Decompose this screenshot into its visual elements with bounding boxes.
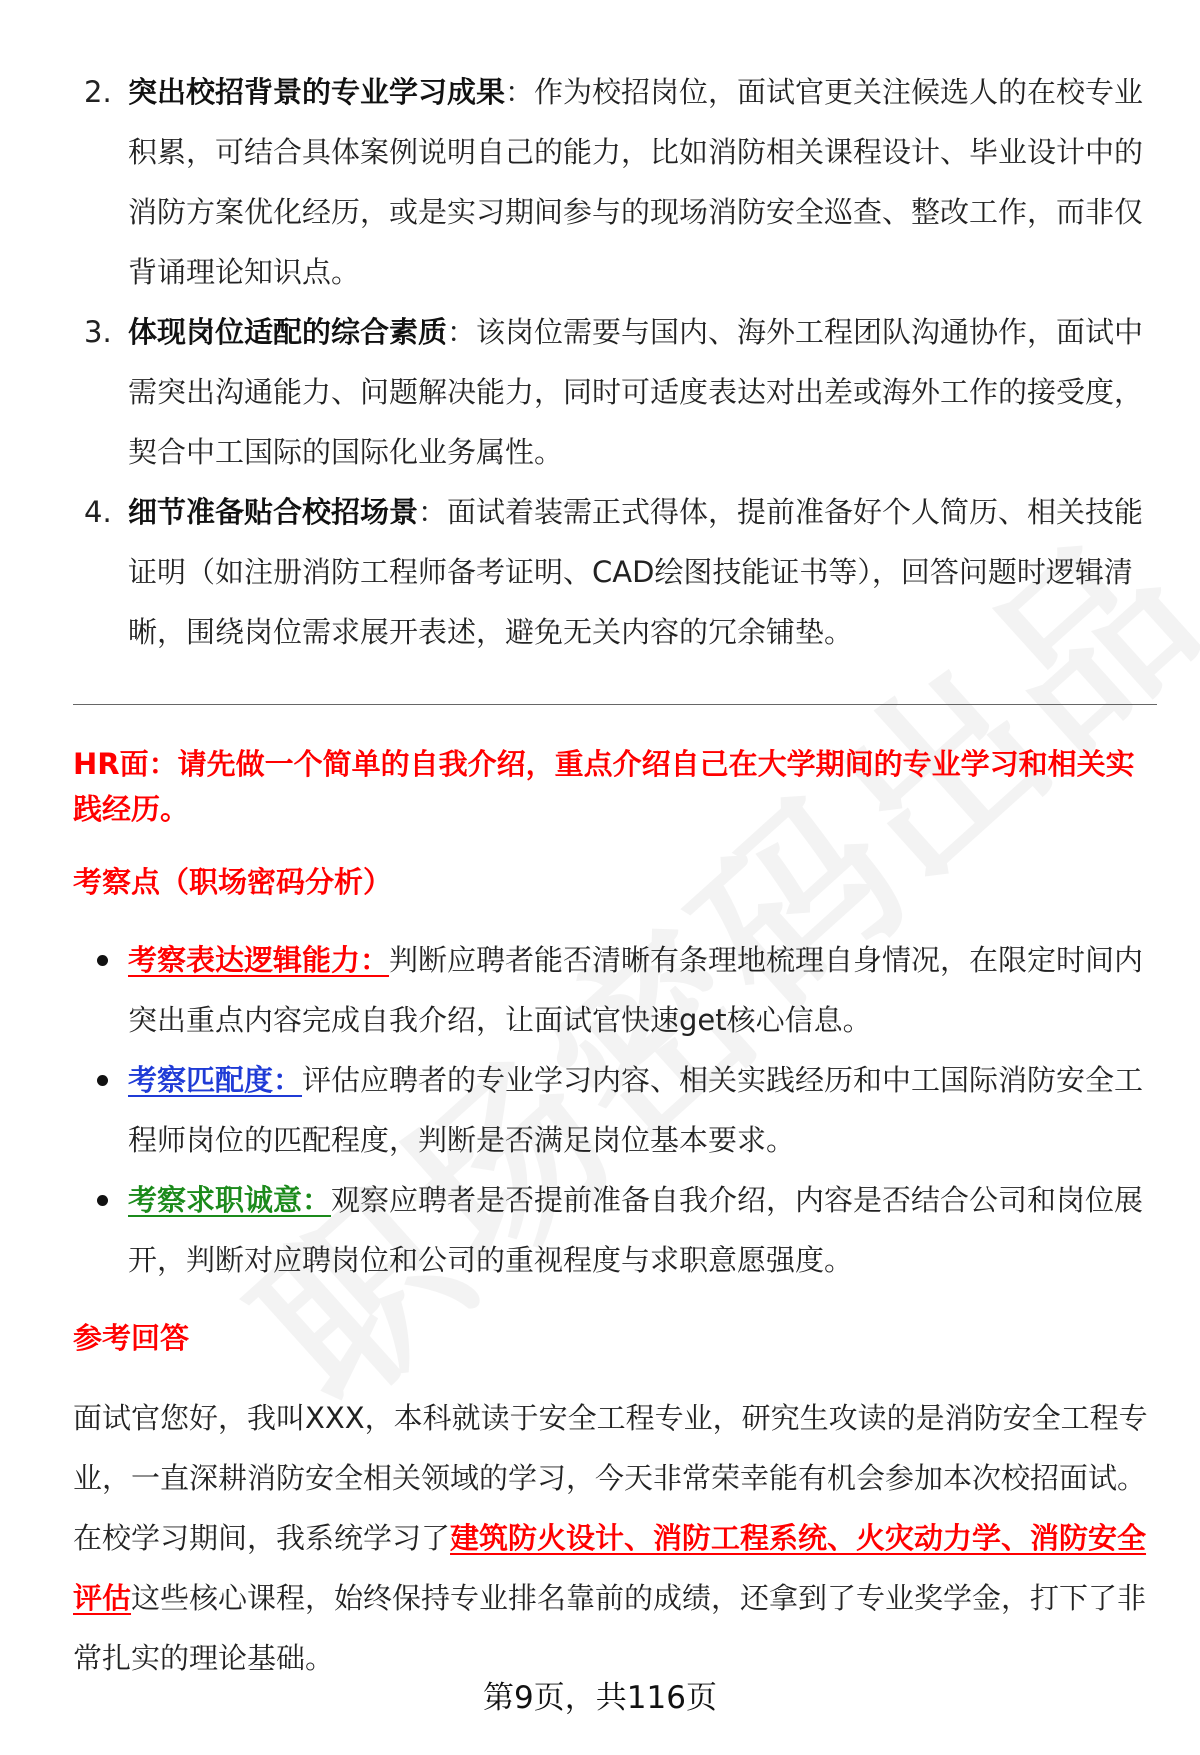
tip-separator: ：	[447, 315, 477, 349]
tip-text: 面试着装需正式得体，提前准备好个人简历、相关技能证明（如注册消防工程师备考证明、CAD绘图技能证书等），回答问题时逻辑清晰，围绕岗位需求展开表述，避免无关内容的冗余铺垫。	[128, 495, 1144, 649]
list-number: 2.	[84, 75, 112, 109]
points-heading: 考察点（职场密码分析）	[73, 865, 393, 899]
point-text: 评估应聘者的专业学习内容、相关实践经历和中工国际消防安全工程师岗位的匹配程度，判断是否满足岗位基本要求。	[128, 1063, 1144, 1157]
list-number: 3.	[84, 315, 112, 349]
reference-answer	[73, 1388, 1153, 1688]
bullet-icon	[97, 1195, 108, 1206]
answer-text: 这些核心课程，始终保持专业排名靠前的成绩，还拿到了专业奖学金，打下了非常扎实的理论基础。	[73, 1581, 1147, 1675]
answer-highlight: 建筑防火设计、消防工程系统、火灾动力学、消防安全评估	[73, 1521, 1147, 1615]
page-number: 第9页，共116页	[483, 1680, 717, 1716]
tip-text: 作为校招岗位，面试官更关注候选人的在校专业积累，可结合具体案例说明自己的能力，比如消防相关课程设计、毕业设计中的消防方案优化经历，或是实习期间参与的现场消防安全巡查、整改工作，而非仅背诵理论知识点。	[128, 75, 1144, 289]
section-divider	[73, 704, 1157, 705]
list-item	[0, 930, 1200, 1050]
tip-title: 突出校招背景的专业学习成果	[128, 75, 506, 109]
list-number: 4.	[84, 495, 112, 529]
tip-separator: ：	[418, 495, 448, 529]
answer-text: 面试官您好，我叫XXX，本科就读于安全工程专业，研究生攻读的是消防安全工程专业，一直深耕消防安全相关领域的学习，今天非常荣幸能有机会参加本次校招面试。在校学习期间，我系统学习了	[73, 1401, 1148, 1555]
list-item	[0, 482, 1200, 662]
assessment-points-list	[0, 930, 1200, 1290]
list-item	[0, 62, 1200, 302]
point-label: 考察求职诚意：	[128, 1183, 332, 1217]
tip-title: 细节准备贴合校招场景	[128, 495, 419, 529]
list-item	[0, 1170, 1200, 1290]
bullet-icon	[97, 955, 108, 966]
hr-question: HR面：请先做一个简单的自我介绍，重点介绍自己在大学期间的专业学习和相关实践经历。	[73, 747, 1135, 826]
list-item	[0, 1050, 1200, 1170]
point-text: 判断应聘者能否清晰有条理地梳理自身情况，在限定时间内突出重点内容完成自我介绍，让面试官快速get核心信息。	[128, 943, 1144, 1037]
point-text: 观察应聘者是否提前准备自我介绍，内容是否结合公司和岗位展开，判断对应聘岗位和公司的重视程度与求职意愿强度。	[128, 1183, 1144, 1277]
bullet-icon	[97, 1075, 108, 1086]
answer-heading: 参考回答	[73, 1321, 190, 1355]
tip-text: 该岗位需要与国内、海外工程团队沟通协作，面试中需突出沟通能力、问题解决能力，同时可适度表达对出差或海外工作的接受度，契合中工国际的国际化业务属性。	[128, 315, 1144, 469]
tip-title: 体现岗位适配的综合素质	[128, 315, 448, 349]
tips-list	[0, 62, 1200, 662]
list-item	[0, 302, 1200, 482]
point-label: 考察匹配度：	[128, 1063, 303, 1097]
tip-separator: ：	[505, 75, 535, 109]
point-label: 考察表达逻辑能力：	[128, 943, 390, 977]
